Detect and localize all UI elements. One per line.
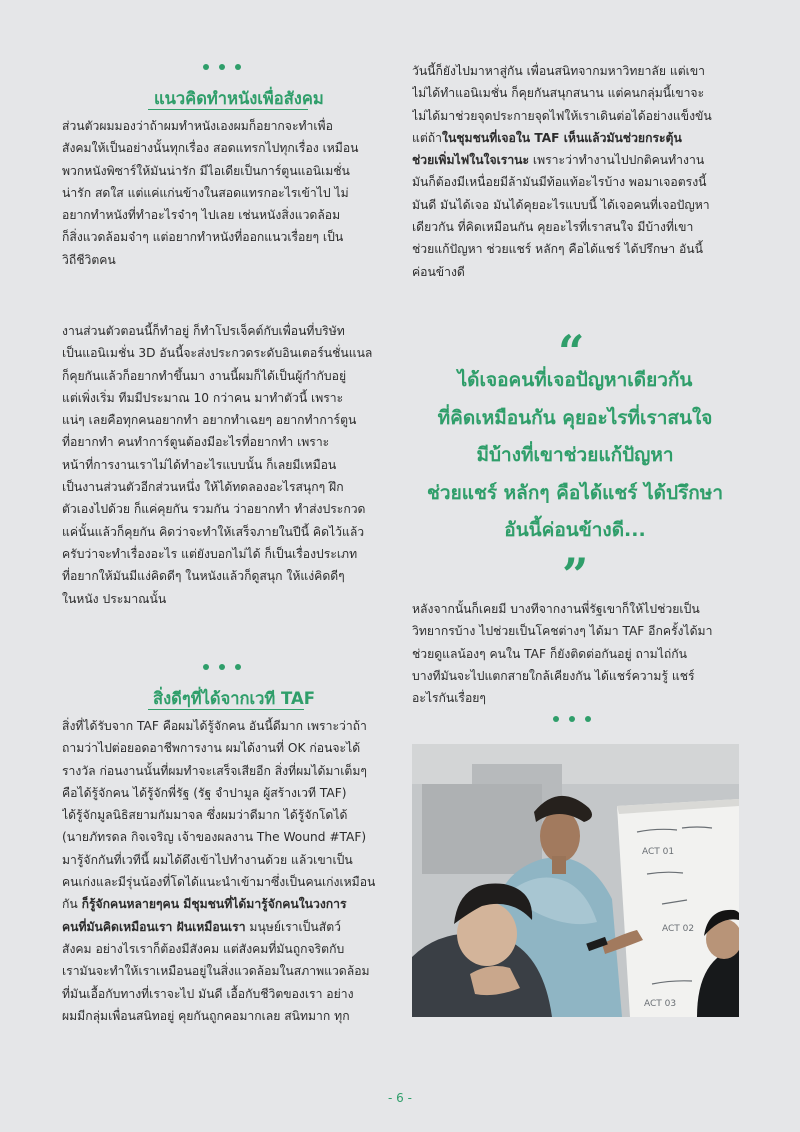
text-line: ตัวเองไปด้วย ก็แค่คุยกัน รวมกัน ว่าอยากทำ ทำส่งประกวด — [62, 502, 366, 517]
board-label: ACT 01 — [642, 847, 675, 857]
text-lead: กัน — [62, 897, 82, 912]
text-line — [412, 149, 712, 171]
text-line: สังคมให้เป็นอย่างนั้นทุกเรื่อง สอดแทรกไปทุกเรื่อง เหมือน — [62, 141, 359, 156]
emphasis-text: ก็รู้จักคนหลายๆคน มีชุมชนที่ได้มารู้จักคนในวงการ — [81, 897, 347, 912]
text-line: มารู้จักกันที่เวทีนี้ ผมได้ดึงเข้าไปทำงานด้วย แล้วเขาเป็น — [62, 852, 353, 867]
text-line: ไม่ได้ทำแอนิเมชั่น ก็คุยกันสนุกสนาน แต่คนกลุ่มนี้เขาจะ — [412, 86, 705, 101]
text-line: วิถีชีวิตคน — [62, 252, 116, 267]
text-line: เป็นงานส่วนตัวอีกส่วนหนึ่ง ให้ได้ทดลองอะไรสนุกๆ ฝึก — [62, 480, 344, 495]
text-line: ครับว่าจะทำเรื่องอะไร แต่ยังบอกไม่ได้ ก็เป็นเรื่องประเภท — [62, 546, 358, 561]
board-label: ACT 02 — [662, 924, 695, 934]
text-line: รางวัล ก่อนงานนั้นที่ผมทำจะเสร็จเสียอีก สิ่งที่ผมได้มาเต็มๆ — [62, 763, 367, 778]
text-line: แน่ๆ เลยคือทุกคนอยากทำ อยากทำเฉยๆ อยากทำการ์ตูน — [62, 413, 357, 428]
open-quote-mark: “ — [558, 325, 585, 379]
text-line: ที่อยากให้มันมีแง่คิดดีๆ ในหนังแล้วก็ดูสนุก ให้แง่คิดดีๆ — [62, 569, 345, 584]
text-line: อยากทำหนังที่ทำอะไรจ๋าๆ ไปเลย เช่นหนังสิ่งแวดล้อม — [62, 208, 341, 223]
text-line: สังคม อย่างไรเราก็ต้องมีสังคม แต่สังคมที่มันถูกจริตกับ — [62, 941, 345, 956]
emphasis-text: คนที่มันคิดเหมือนเรา ฝันเหมือนเรา — [62, 919, 246, 934]
text-tail: มนุษย์เราเป็นสัตว์ — [245, 919, 341, 934]
text-line: คนเก่งและมีรุ่นน้องที่โดได้แนะนำเข้ามาซึ่งเป็นคนเก่งเหมือน — [62, 875, 376, 890]
text-line: ได้รู้จักมูลนิธิสยามกัมมาจล ซึ่งผมว่าดีมาก ได้รู้จักโดได้ — [62, 808, 348, 823]
text-line: วันนี้ก็ยังไปมาหาสู่กัน เพื่อนสนิทจากมหาวิทยาลัย แต่เขา — [412, 64, 706, 78]
text-line: ที่มันเอื้อกับทางที่เราจะไป มันดี เอื้อกับชีวิตของเรา อย่าง — [62, 986, 354, 1001]
text-line: เป็นแอนิเมชั่น 3D อันนี้จะส่งประกวดระดับอินเตอร์นชั่นแนล — [62, 346, 373, 361]
text-line: หลังจากนั้นก็เคยมี บางทีจากงานพี่รัฐเขาก็ให้ไปช่วยเป็น — [412, 602, 700, 616]
text-line — [62, 893, 375, 915]
decorative-dots-right — [553, 716, 591, 722]
quote-line: ช่วยแชร์ หลักๆ คือได้แชร์ ได้ปรึกษา — [427, 481, 723, 504]
decorative-dots-mid-left — [203, 664, 241, 670]
text-line: ในหนัง ประมาณนั้น — [62, 591, 167, 606]
text-line: ค่อนข้างดี — [412, 264, 465, 279]
text-tail: เพราะว่าทำงานไปปกติคนทำงาน — [529, 153, 705, 168]
workshop-photo — [412, 744, 739, 1017]
text-line: อะไรกันเรื่อยๆ — [412, 691, 486, 706]
text-line: ก็คุยกันแล้วก็อยากทำขึ้นมา งานนี้ผมก็ได้เป็นผู้กำกับอยู่ — [62, 368, 347, 383]
pull-quote — [412, 362, 738, 550]
text-line: ถามว่าไปต่อยอดอาชีพการงาน ผมได้งานที่ OK ก่อนจะได้ — [62, 741, 361, 756]
decorative-dots-top-left — [203, 64, 241, 70]
close-quote-mark: ” — [562, 548, 589, 602]
text-line: ช่วยดูแลน้องๆ คนใน TAF ก็ยังติดต่อกันอยู่ ถามไถ่กัน — [412, 646, 687, 661]
emphasis-text: ช่วยเพิ่มไฟในใจเรานะ — [412, 153, 530, 168]
text-line: งานส่วนตัวตอนนี้ก็ทำอยู่ ก็ทำโปรเจ็คต์กับเพื่อนที่บริษัท — [62, 324, 345, 338]
text-line: บางทีมันจะไปแตกสายใกล้เคียงกัน ได้แชร์ความรู้ แชร์ — [412, 668, 695, 683]
text-line: เดียวกัน ที่คิดเหมือนกัน คุยอะไรที่เราสนใจ มีบ้างที่เขา — [412, 220, 694, 235]
text-line: ก็สิ่งแวดล้อมจ๋าๆ แต่อยากทำหนังที่ออกแนวเรื่อยๆ เป็น — [62, 230, 344, 245]
text-line: หน้าที่การงานเราไม่ได้ทำอะไรแบบนั้น ก็เลยมีเหมือน — [62, 457, 337, 472]
text-line: แต่เพิ่งเริ่ม ทีมมีประมาณ 10 กว่าคน มาทำตัวนี้ เพราะ — [62, 390, 344, 405]
text-line: ไม่ได้มาช่วยจุดประกายจุดไฟให้เราเดินต่อได้อย่างแข็งขัน — [412, 108, 712, 123]
text-line: ที่อยากทำ คนทำการ์ตูนต้องมีอะไรที่อยากทำ เพราะ — [62, 435, 330, 450]
paragraph-personal-work — [62, 320, 372, 610]
workshop-photo-illustration — [412, 744, 739, 1017]
paragraph-social-film — [62, 115, 359, 271]
quote-line: ได้เจอคนที่เจอปัญหาเดียวกัน — [457, 369, 693, 391]
text-line: ผมมีกลุ่มเพื่อนสนิทอยู่ คุยกันถูกคอมากเลย สนิทมาก ทุก — [62, 1008, 350, 1023]
quote-line: อันนี้ค่อนข้างดี... — [504, 519, 646, 541]
text-line: พวกหนังพิซาร์ให้มันน่ารัก มีไอเดียเป็นการ์ตูนแอนิเมชั่น — [62, 163, 350, 178]
text-line: ส่วนตัวผมมองว่าถ้าผมทำหนังเองผมก็อยากจะทำเพื่อ — [62, 119, 333, 133]
text-line: แค่นั้นแล้วก็คุยกัน คิดว่าจะทำให้เสร็จภายในปีนี้ คิดไว้แล้ว — [62, 524, 365, 539]
section-heading-taf-benefits: สิ่งดีๆที่ได้จากเวที TAF — [153, 689, 316, 708]
section-heading-social-film: แนวคิดทำหนังเพื่อสังคม — [154, 89, 324, 108]
paragraph-taf-community — [412, 60, 712, 283]
heading-underline — [148, 709, 304, 710]
text-line: มันดี มันได้เจอ มันได้คุยอะไรแบบนี้ ได้เจอคนที่เจอปัญหา — [412, 197, 710, 212]
text-line — [412, 127, 712, 149]
text-line: ช่วยแก้ปัญหา ช่วยแชร์ หลักๆ คือได้แชร์ ได้ปรึกษา อันนี้ — [412, 242, 703, 257]
quote-line: ที่คิดเหมือนกัน คุยอะไรที่เราสนใจ — [437, 406, 713, 429]
emphasis-text: ในชุมชนที่เจอใน TAF เห็นแล้วมันช่วยกระตุ้น — [442, 130, 682, 145]
paragraph-taf-benefits — [62, 715, 375, 1027]
text-line: มันก็ต้องมีเหนื่อยมีล้ามันมีท้อแท้อะไรบ้าง พอมาเจอตรงนี้ — [412, 175, 707, 190]
text-lead: แต่ถ้า — [412, 130, 442, 145]
heading-underline — [148, 109, 308, 110]
quote-line: มีบ้างที่เขาช่วยแก้ปัญหา — [476, 444, 674, 466]
text-line: (นายภัทรดล กิจเจริญ เจ้าของผลงาน The Wound #TAF) — [62, 830, 367, 845]
text-line: คือได้รู้จักคน ได้รู้จักพี่รัฐ (รัฐ จำปามูล ผู้สร้างเวที TAF) — [62, 785, 347, 800]
text-line: สิ่งที่ได้รับจาก TAF คือผมได้รู้จักคน อันนี้ดีมาก เพราะว่าถ้า — [62, 719, 367, 733]
text-line: น่ารัก สดใส แต่แค่แก่นข้างในสอดแทรกอะไรเข้าไป ไม่ — [62, 185, 349, 200]
text-line: เรามันจะทำให้เราเหมือนอยู่ในสิ่งแวดล้อมในสภาพแวดล้อม — [62, 964, 370, 979]
paragraph-later-involvement — [412, 598, 712, 709]
text-line: วิทยากรบ้าง ไปช่วยเป็นโคชต่างๆ ได้มา TAF อีกครั้งได้มา — [412, 624, 713, 639]
text-line — [62, 916, 375, 938]
board-label: ACT 03 — [644, 999, 677, 1009]
page-number: - 6 - — [388, 1091, 412, 1105]
